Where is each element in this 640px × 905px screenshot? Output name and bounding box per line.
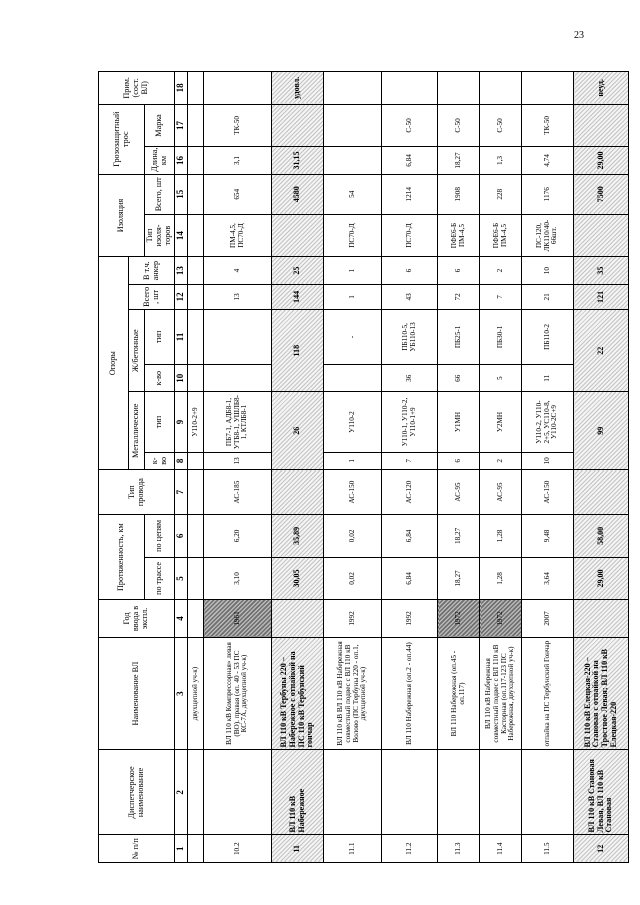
col-number: 3 (175, 637, 188, 750)
cell-dispatcher (480, 750, 522, 835)
cell-total: 72 (438, 284, 480, 309)
cell-year: 1972 (480, 600, 522, 638)
cell-insulator-type: ПФЕ6-Б ПМ-4,5 (438, 214, 480, 257)
cell-length-route: 3,64 (522, 557, 574, 600)
cell-line-name: отпайка на ПС Тербунский Гончар (522, 637, 574, 750)
cell-dispatcher: ВЛ 110 кВ Набережное (272, 750, 324, 835)
cell-insulator-total: 1214 (382, 174, 438, 214)
col-number: 7 (175, 470, 188, 515)
cell-metal-qty: 13 (204, 452, 272, 470)
cell-no: 11.2 (382, 835, 438, 863)
cell-length-route: 3,10 (204, 557, 272, 600)
header-dispatcher-name: Диспетчерское наименование (99, 750, 175, 835)
cell-gw-length: 29,00 (574, 147, 629, 175)
cell-insulator-type: ПФЕ6-Б ПМ-4,5 (480, 214, 522, 257)
cell-insulator-total: 4580 (272, 174, 324, 214)
col-number: 14 (175, 214, 188, 257)
col-number: 5 (175, 557, 188, 600)
cell-note (204, 72, 272, 105)
cell-wire-type (574, 470, 629, 515)
cell-anchor: 2 (480, 257, 522, 285)
cell-gw-length: 4,74 (522, 147, 574, 175)
cell-metal-type: У110-2 (324, 392, 382, 452)
cell-concrete-type (188, 309, 204, 364)
header-insulator-type: Тип изоля-торов (145, 214, 175, 257)
cell-note (438, 72, 480, 105)
cell-concrete-qty: 22 (574, 309, 629, 392)
cell-dispatcher: ВЛ 110 кВ Становая Левая, ВЛ 110 кВ Становая (574, 750, 629, 835)
cell-total: 144 (272, 284, 324, 309)
col-number: 15 (175, 174, 188, 214)
cell-gw-brand (574, 104, 629, 147)
cell-metal-type: У110-2+9 (188, 392, 204, 452)
col-number: 1 (175, 835, 188, 863)
cell-note (480, 72, 522, 105)
cell-gw-length: 1,3 (480, 147, 522, 175)
col-number: 2 (175, 750, 188, 835)
col-number: 13 (175, 257, 188, 285)
cell-total: 21 (522, 284, 574, 309)
cell-anchor: 1 (324, 257, 382, 285)
cell-insulator-type: ПС70-Д (382, 214, 438, 257)
cell-insulator-type (188, 214, 204, 257)
table-row (438, 72, 480, 863)
cell-wire-type: АС-150 (324, 470, 382, 515)
cell-concrete-qty: 118 (272, 309, 324, 392)
header-wire-type: Тип провода (99, 470, 175, 515)
cell-concrete-qty: 36 (382, 364, 438, 392)
cell-note: удовл. (272, 72, 324, 105)
cell-concrete-qty: 11 (522, 364, 574, 392)
col-number: 6 (175, 515, 188, 558)
cell-metal-qty: 1 (324, 452, 382, 470)
cell-total: 43 (382, 284, 438, 309)
cell-wire-type: АС-95 (480, 470, 522, 515)
cell-line-name: ВЛ 110 кВ Набережная совместный подвес с ВЛ 110 кВ Касторная (оп.117-123 ПС Набережная, двухцепной уч-к) (480, 637, 522, 750)
cell-insulator-total: 228 (480, 174, 522, 214)
cell-anchor: 6 (438, 257, 480, 285)
cell-metal-type: У110-2, У110-2+5, УС110-8, У110-2С+9 (522, 392, 574, 452)
cell-year (188, 600, 204, 638)
cell-dispatcher (382, 750, 438, 835)
cell-insulator-type (272, 214, 324, 257)
cell-insulator-total (188, 174, 204, 214)
cell-total: 13 (204, 284, 272, 309)
cell-dispatcher (324, 750, 382, 835)
cell-insulator-total: 1176 (522, 174, 574, 214)
header-length-chains: по цепям (145, 515, 175, 558)
cell-anchor: 6 (382, 257, 438, 285)
table-row (382, 72, 438, 863)
cell-metal-type: У110-1, У110-2, У110-1+9 (382, 392, 438, 452)
cell-gw-length: 18,27 (438, 147, 480, 175)
cell-insulator-type (574, 214, 629, 257)
cell-insulator-total: 1908 (438, 174, 480, 214)
table-row (574, 72, 629, 863)
cell-concrete-qty: 66 (438, 364, 480, 392)
cell-note (324, 72, 382, 105)
cell-anchor: 25 (272, 257, 324, 285)
cell-anchor: 35 (574, 257, 629, 285)
cell-total: 1 (324, 284, 382, 309)
power-lines-table (98, 71, 629, 863)
cell-gw-brand (324, 104, 382, 147)
cell-note: неуд. (574, 72, 629, 105)
cell-insulator-type: ПМ-4,5, ПС70-Д (204, 214, 272, 257)
cell-line-name: двухцепной уч-к) (188, 637, 204, 750)
cell-gw-brand: С-50 (480, 104, 522, 147)
cell-no: 11.4 (480, 835, 522, 863)
cell-concrete-type: - (324, 309, 382, 364)
cell-length-chains: 58,00 (574, 515, 629, 558)
cell-concrete-type: ПБ25-1 (438, 309, 480, 364)
cell-metal-qty: 99 (574, 392, 629, 470)
table-row (204, 72, 272, 863)
table-row (188, 72, 204, 863)
cell-gw-brand (272, 104, 324, 147)
cell-line-name: ВЛ 110 Набережная (оп.45 - оп.117) (438, 637, 480, 750)
cell-line-name: ВЛ 110 кВ Компрессорная» левая (ВО). правая (оп. 40 - 53 ПС КС-7А, двухцепной уч-к) (204, 637, 272, 750)
cell-length-chains: 9,48 (522, 515, 574, 558)
header-concrete: Ж/бетонные (129, 309, 145, 392)
header-total: Всего , шт (129, 284, 175, 309)
cell-dispatcher (438, 750, 480, 835)
cell-length-chains (188, 515, 204, 558)
cell-length-chains: 35,89 (272, 515, 324, 558)
header-line-name: Наименование ВЛ (99, 637, 175, 750)
cell-anchor: 4 (204, 257, 272, 285)
col-number: 16 (175, 147, 188, 175)
cell-gw-length: 6,84 (382, 147, 438, 175)
table-row (324, 72, 382, 863)
cell-concrete-type: ПБ110-5, УБ110-13 (382, 309, 438, 364)
cell-year: 1992 (324, 600, 382, 638)
cell-length-chains: 0,02 (324, 515, 382, 558)
header-anchor: В т.ч. анкер (129, 257, 175, 285)
cell-no: 11.1 (324, 835, 382, 863)
cell-concrete-qty (204, 364, 272, 392)
cell-metal-qty: 7 (382, 452, 438, 470)
cell-metal-type: У1МН (438, 392, 480, 452)
cell-length-chains: 1,28 (480, 515, 522, 558)
header-length-route: по трассе (145, 557, 175, 600)
cell-total (188, 284, 204, 309)
cell-no: 11.5 (522, 835, 574, 863)
cell-dispatcher (522, 750, 574, 835)
cell-metal-qty: 2 (480, 452, 522, 470)
cell-year (574, 600, 629, 638)
cell-no: 10.2 (204, 835, 272, 863)
cell-metal-type: ПБ7-1, АДБ8-1, УТБ8-1, УШЛБ8-1, КТЛБ8-1 (204, 392, 272, 452)
cell-length-route: 18,27 (438, 557, 480, 600)
col-number: 10 (175, 364, 188, 392)
header-supports: Опоры (99, 257, 129, 470)
cell-insulator-total: 54 (324, 174, 382, 214)
cell-line-name: ВЛ 110 кВ ВЛ 110 кВ Набережная совместный подвес с ВЛ 110 кВ Волово (ПС Тербуны 220 - оп.1, двухцепной уч-к) (324, 637, 382, 750)
cell-gw-brand: ТК-50 (204, 104, 272, 147)
cell-line-name: ВЛ 110 Набережная (оп.2 - оп.44) (382, 637, 438, 750)
cell-no: 12 (574, 835, 629, 863)
cell-year: 1992 (382, 600, 438, 638)
cell-concrete-qty (324, 364, 382, 392)
cell-note (522, 72, 574, 105)
col-number: 9 (175, 392, 188, 452)
cell-anchor (188, 257, 204, 285)
header-length: Протяженность, км (99, 515, 145, 600)
cell-anchor: 10 (522, 257, 574, 285)
header-metal-qty: к-во (145, 452, 175, 470)
cell-gw-brand (188, 104, 204, 147)
cell-gw-length (188, 147, 204, 175)
cell-concrete-type: ПБ110-2 (522, 309, 574, 364)
header-insulator-total: Всего, шт (145, 174, 175, 214)
cell-insulator-type: ПС70-Д (324, 214, 382, 257)
cell-length-chains: 6,84 (382, 515, 438, 558)
header-insulation: Изоляция (99, 174, 145, 257)
cell-wire-type: АС-120 (382, 470, 438, 515)
cell-gw-brand: С-50 (438, 104, 480, 147)
cell-wire-type (188, 470, 204, 515)
header-ground-wire: Грозозащитный трос (99, 104, 145, 174)
cell-length-route: 30,05 (272, 557, 324, 600)
cell-no (188, 835, 204, 863)
col-number: 11 (175, 309, 188, 364)
cell-length-route (188, 557, 204, 600)
cell-no: 11 (272, 835, 324, 863)
rotated-table-container (98, 71, 618, 863)
cell-length-chains: 18,27 (438, 515, 480, 558)
table-row (272, 72, 324, 863)
cell-gw-brand: ТК-50 (522, 104, 574, 147)
cell-wire-type: АС-185 (204, 470, 272, 515)
header-gw-brand: Марка (145, 104, 175, 147)
cell-gw-length (324, 147, 382, 175)
table-row (522, 72, 574, 863)
cell-year: 1972 (438, 600, 480, 638)
cell-gw-brand: С-50 (382, 104, 438, 147)
cell-metal-qty: 6 (438, 452, 480, 470)
cell-insulator-total: 654 (204, 174, 272, 214)
header-metal-type: тип (145, 392, 175, 452)
cell-length-route: 6,84 (382, 557, 438, 600)
cell-year (272, 600, 324, 638)
cell-insulator-type: ПС-120, ЛК110/40-66шт. (522, 214, 574, 257)
cell-insulator-total: 7500 (574, 174, 629, 214)
cell-length-route: 1,28 (480, 557, 522, 600)
header-concrete-type: тип (145, 309, 175, 364)
cell-wire-type: АС-95 (438, 470, 480, 515)
cell-line-name: ВЛ 110 кВ Елецкая-220 – Становая с отпайкой на Тростное Левая; ВЛ 110 кВ Елецкая-220 (574, 637, 629, 750)
cell-year: 2007 (522, 600, 574, 638)
cell-total: 7 (480, 284, 522, 309)
cell-gw-length: 31,15 (272, 147, 324, 175)
cell-gw-length: 3,1 (204, 147, 272, 175)
cell-metal-qty: 26 (272, 392, 324, 470)
header-no: № п/п (99, 835, 175, 863)
col-number: 17 (175, 104, 188, 147)
cell-length-chains: 6,20 (204, 515, 272, 558)
table-row (480, 72, 522, 863)
cell-note (382, 72, 438, 105)
col-number: 8 (175, 452, 188, 470)
header-year: Год ввода в экспл. (99, 600, 175, 638)
cell-wire-type: АС-150 (522, 470, 574, 515)
cell-total: 121 (574, 284, 629, 309)
header-concrete-qty: к-во (145, 364, 175, 392)
cell-metal-type: У2МН (480, 392, 522, 452)
cell-concrete-type (204, 309, 272, 364)
cell-note (188, 72, 204, 105)
header-note: Прим. (сост. ВЛ) (99, 72, 175, 105)
col-number: 4 (175, 600, 188, 638)
cell-concrete-qty (188, 364, 204, 392)
cell-length-route: 0,02 (324, 557, 382, 600)
cell-dispatcher (204, 750, 272, 835)
cell-no: 11.3 (438, 835, 480, 863)
cell-concrete-qty: 5 (480, 364, 522, 392)
cell-concrete-type: ПБ30-1 (480, 309, 522, 364)
header-metal: Металлические (129, 392, 145, 470)
col-number: 12 (175, 284, 188, 309)
cell-line-name: ВЛ 110 кВ Тербуны 220 – Набережное с отпайкой на ПС 110 кВ Тербунский гончар (272, 637, 324, 750)
cell-year: 1961 (204, 600, 272, 638)
page-number: 23 (574, 30, 584, 41)
cell-metal-qty: 10 (522, 452, 574, 470)
cell-dispatcher (188, 750, 204, 835)
col-number: 18 (175, 72, 188, 105)
cell-metal-qty (188, 452, 204, 470)
header-gw-length: Длина, км (145, 147, 175, 175)
cell-length-route: 29,00 (574, 557, 629, 600)
cell-wire-type (272, 470, 324, 515)
